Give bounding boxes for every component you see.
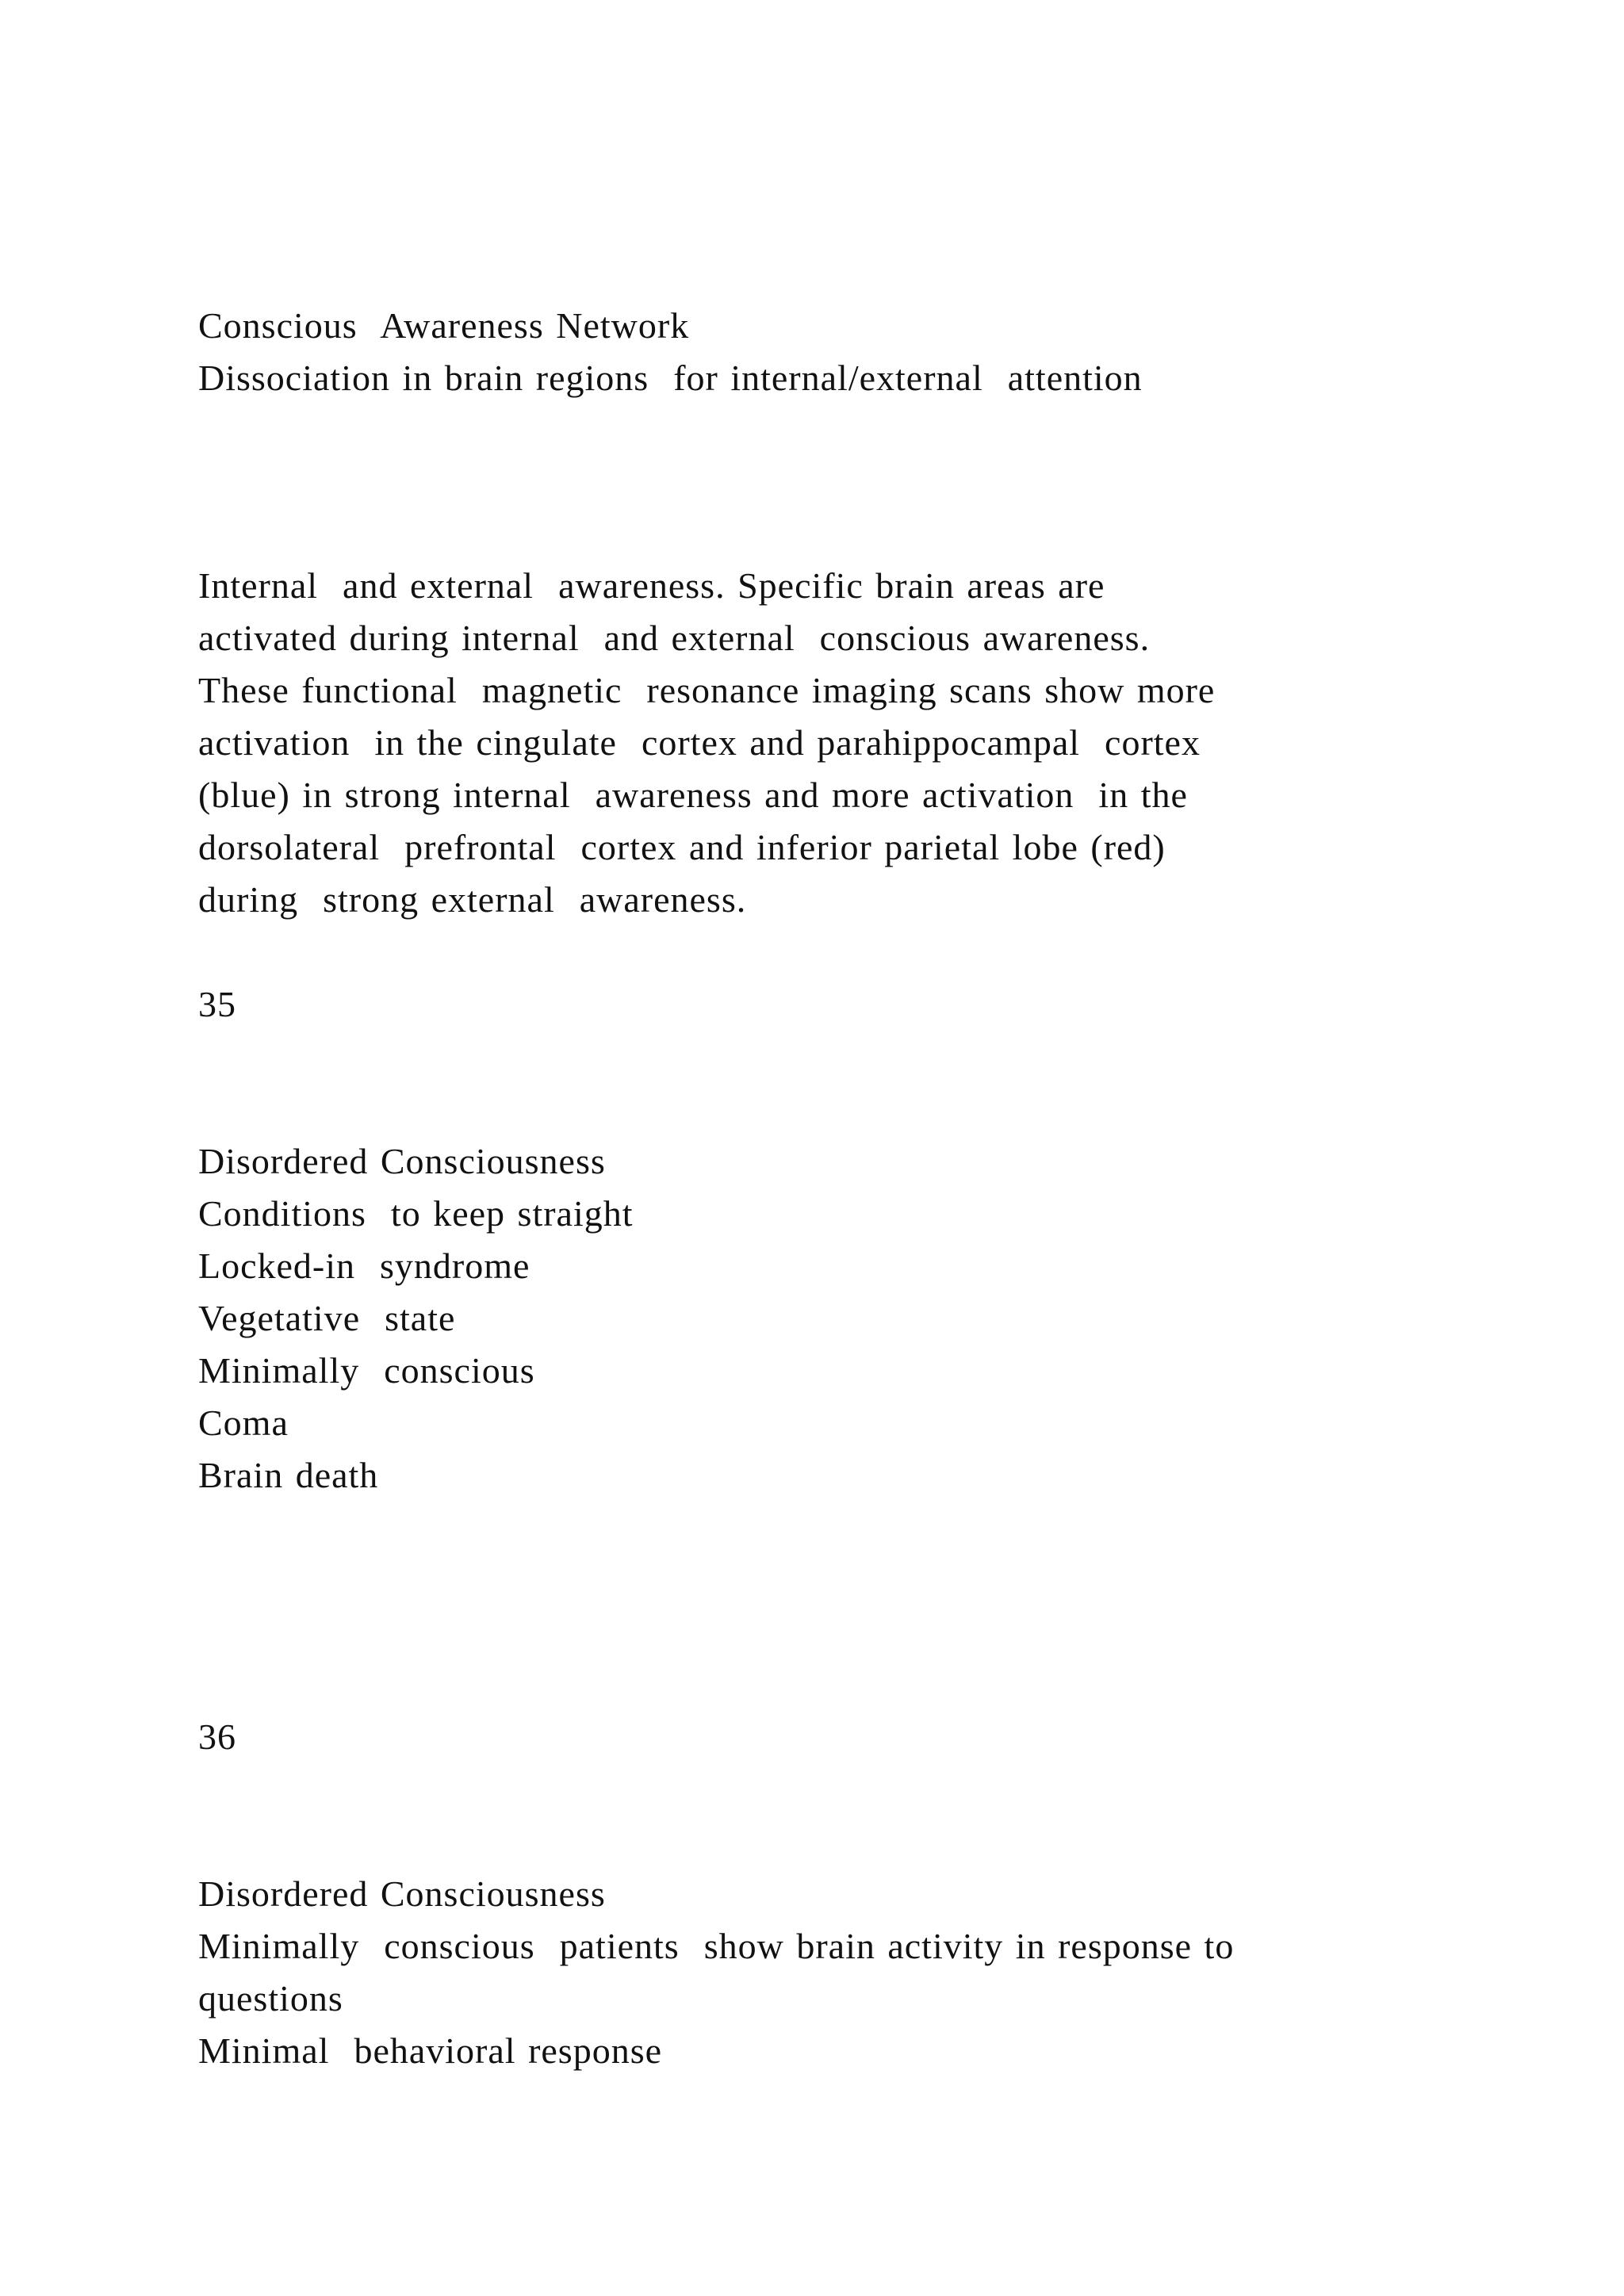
bullet-item: Minimally conscious (198, 1350, 535, 1391)
slide-34-text (198, 300, 1507, 404)
page-number (198, 978, 1507, 1031)
bullet-item: Minimal behavioral response (198, 2030, 663, 2071)
bullet-item: Vegetative state (198, 1298, 456, 1338)
caption-line: (blue) in strong internal awareness and more activation in the (198, 775, 1188, 815)
slide-36-text (198, 1868, 1507, 2077)
slide-title: Conscious Awareness Network (198, 305, 690, 346)
page-number-35: 35 (198, 984, 236, 1024)
bullet-item: Locked-in syndrome (198, 1246, 530, 1286)
bullet-item: Conditions to keep straight (198, 1193, 634, 1234)
page-number-36: 36 (198, 1716, 236, 1757)
caption-line: dorsolateral prefrontal cortex and inferior parietal lobe (red) (198, 827, 1166, 867)
slide-title: Disordered Consciousness (198, 1873, 606, 1914)
bullet-item: Brain death (198, 1455, 379, 1495)
figure-caption (198, 560, 1507, 926)
caption-line: activation in the cingulate cortex and parahippocampal cortex (198, 722, 1201, 763)
bullet-item: Minimally conscious patients show brain activity in response to (198, 1926, 1235, 1966)
caption-line: These functional magnetic resonance imaging scans show more (198, 670, 1216, 710)
caption-line: activated during internal and external conscious awareness. (198, 618, 1151, 658)
bullet-item-continued: questions (198, 1978, 343, 2019)
page-number (198, 1711, 1507, 1763)
slide-35-text (198, 1135, 1507, 1502)
caption-line: during strong external awareness. (198, 879, 747, 920)
bullet-item: Coma (198, 1402, 289, 1443)
slide-subtitle: Dissociation in brain regions for internal/external attention (198, 358, 1143, 398)
slide-title: Disordered Consciousness (198, 1141, 606, 1181)
caption-line: Internal and external awareness. Specific brain areas are (198, 565, 1105, 606)
